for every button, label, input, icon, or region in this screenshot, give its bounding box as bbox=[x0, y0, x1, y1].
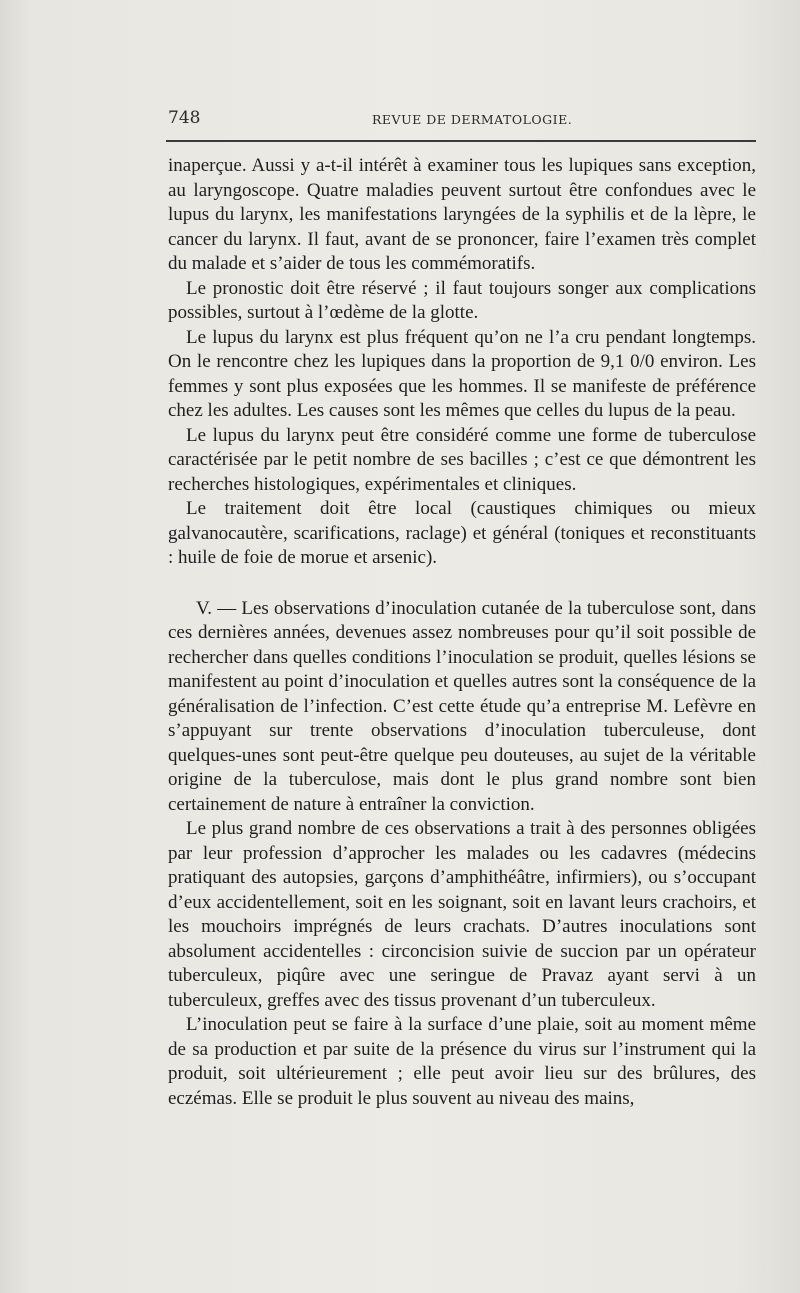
paragraph: Le pronostic doit être réservé ; il faut toujours songer aux complications possibles, surtout à l’œdème de la glotte. bbox=[168, 277, 756, 323]
paragraph: inaperçue. Aussi y a-t-il intérêt à examiner tous les lupiques sans exception, au laryngoscope. Quatre maladies peuvent surtout être confondues avec le lupus du larynx, les manifestations laryngées de la syphilis et de la lèpre, le cancer du larynx. Il faut, avant de se prononcer, faire l’examen très complet du malade et s’aider de tous les commémoratifs. bbox=[168, 155, 756, 274]
page-header bbox=[168, 108, 756, 138]
paragraph: Le traitement doit être local (caustiques chimiques ou mieux galvanocautère, scarifications, raclage) et général (toniques et reconstituants : huile de foie de morue et arsenic). bbox=[168, 498, 756, 568]
paragraph: Le lupus du larynx peut être considéré comme une forme de tuberculose caractérisée par le petit nombre de ses bacilles ; c’est ce que démontrent les recherches histologiques, expérimentales et cliniques. bbox=[168, 424, 756, 495]
section-v-paragraph: V. — Les observations d’inoculation cutanée de la tuberculose sont, dans ces dernières années, devenues assez nombreuses pour qu’il soit possible de rechercher dans quelles conditions l’inoculation se produit, quelles lésions se manifestent au point d’inoculation et quelles autres sont la conséquence de la généralisation de l’infection. C’est cette étude qu’a entreprise M. Lefèvre en s’appuyant sur trente observations d’inoculation tuberculeuse, dont quelques-unes sont peut-être quelque peu douteuses, au sujet de la véritable origine de la tuberculose, mais dont le plus grand nombre sont bien certainement de nature à entraîner la conviction. bbox=[168, 597, 756, 815]
body-text bbox=[168, 154, 756, 1111]
page-number: 748 bbox=[168, 108, 201, 128]
running-title: REVUE DE DERMATOLOGIE. bbox=[372, 112, 573, 127]
paragraph: L’inoculation peut se faire à la surface d’une plaie, soit au moment même de sa production et par suite de la présence du virus sur l’instrument qui la produit, soit ultérieurement ; elle peut avoir lieu sur des brûlures, des eczémas. Elle se produit le plus souvent au niveau des mains, bbox=[168, 1014, 756, 1109]
header-rule bbox=[166, 140, 756, 142]
paragraph: Le plus grand nombre de ces observations a trait à des personnes obligées par leur profession d’approcher les malades ou les cadavres (médecins pratiquant des autopsies, garçons d’amphithéâtre, infirmiers), ou s’occupant d’eux accidentellement, soit en les soignant, soit en lavant leurs crachoirs, et les mouchoirs imprégnés de leurs crachats. D’autres inoculations sont absolument accidentelles : circoncision suivie de succion par un opérateur tuberculeux, piqûre avec une seringue de Pravaz ayant servi à un tuberculeux, greffes avec des tissus provenant d’un tuberculeux. bbox=[168, 818, 756, 1011]
paragraph: Le lupus du larynx est plus fréquent qu’on ne l’a cru pendant longtemps. On le rencontre chez les lupiques dans la proportion de 9,1 0/0 environ. Les femmes y sont plus exposées que les hommes. Il se manifeste de préférence chez les adultes. Les causes sont les mêmes que celles du lupus de la peau. bbox=[168, 326, 756, 421]
